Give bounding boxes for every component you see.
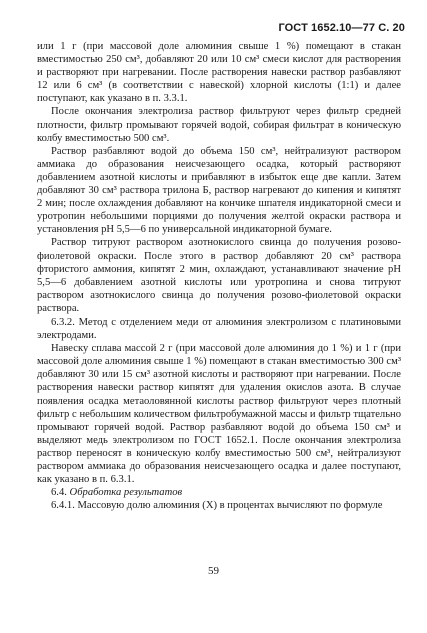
paragraph-sample-preparation: Навеску сплава массой 2 г (при массовой доле алюминия до 1 %) и 1 г (при массовой доле алюминия свыше 1 %) помещают в стакан вместимостью 300 см³ добавляют 30 или 15 см³ азотной кислоты и растворяют при нагревании. После растворения навески раствор кипятят для удаления окислов азота. В случае появления осадка метаоловянной кислоты раствор фильтруют через плотный фильтр с небольшим количеством фильтробумажной массы и фильтр тщательно промывают горячей водой. Раствор разбавляют водой до объема 150 см³ и выделяют медь электролизом по ГОСТ 1652.1. После окончания электролиза раствор переносят в коническую колбу вместимостью 500 см³, нейтрализуют раствором аммиака до образования неисчезающего осадка и далее поступают, как указано в п. 6.3.1. bbox=[37, 343, 401, 486]
section-6-4-heading bbox=[37, 486, 401, 499]
paragraph-formula-intro: 6.4.1. Массовую долю алюминия (X) в процентах вычисляют по формуле bbox=[51, 500, 383, 512]
paragraph-continuation: или 1 г (при массовой доле алюминия свыше 1 %) помещают в стакан вместимостью 250 см³, добавляют 20 или 10 см³ смеси кислот для растворения и растворяют при нагревании. После растворения навески раствор разбавляют 12 или 6 см³ (в соответствии с навеской) хлорной кислоты (1:1) и далее поступают, как указано в п. 3.3.1. bbox=[37, 41, 401, 105]
section-number: 6.4. bbox=[51, 487, 67, 499]
document-body bbox=[37, 40, 401, 512]
page-header: ГОСТ 1652.10—77 С. 20 bbox=[278, 22, 405, 34]
section-6-3-2-heading: 6.3.2. Метод с отделением меди от алюминия электролизом с платиновыми электродами. bbox=[37, 316, 401, 342]
paragraph-titration: Раствор титруют раствором азотнокислого свинца до получения розово-фиолетовой окраски. После этого в раствор добавляют 20 см³ раствора фтористого аммония, кипятят 2 мин, охлаждают, устанавливают значение рН 5,5—6 добавлением азотной кислоты или уротропина и снова титруют раствором азотнокислого свинца до получения розово-фиолетовой окраски раствора. bbox=[37, 237, 401, 314]
section-title: Обработка результатов bbox=[69, 487, 183, 499]
paragraph-dilution: Раствор разбавляют водой до объема 150 см³, нейтрализуют раствором аммиака до образования неисчезающего осадка, который растворяют добавлением азотной кислоты и прибавляют в избыток еще две капли. Затем добавляют 30 см³ раствора трилона Б, раствор нагревают до кипения и кипятят 2 мин; после охлаждения добавляют на кончике шпателя индикаторной смеси и уротропин небольшими порциями до получения желтой окраски раствора и установления рН 5,5—6 по универсальной индикаторной бумаге. bbox=[37, 145, 401, 236]
page-number: 59 bbox=[208, 565, 219, 577]
paragraph-electrolysis-filter: После окончания электролиза раствор фильтруют через фильтр средней плотности, фильтр промывают горячей водой, собирая фильтрат в коническую колбу вместимостью 500 см³. bbox=[37, 106, 401, 144]
